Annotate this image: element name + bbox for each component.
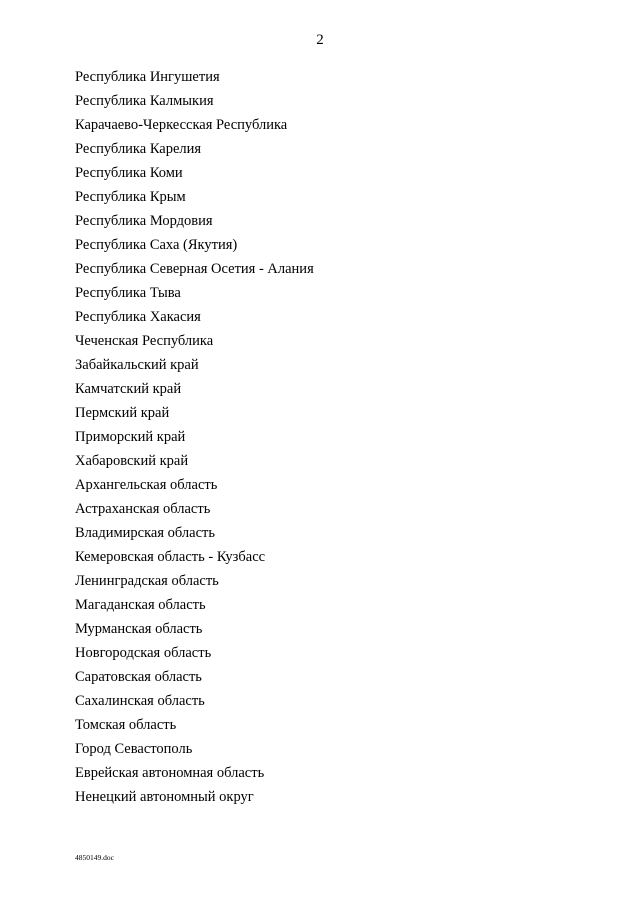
list-item: Томская область bbox=[75, 717, 177, 733]
list-item: Архангельская область bbox=[75, 477, 218, 493]
list-item: Саратовская область bbox=[75, 669, 202, 685]
list-item: Камчатский край bbox=[75, 381, 182, 397]
list-item: Магаданская область bbox=[75, 597, 206, 613]
list-item: Республика Хакасия bbox=[75, 309, 201, 325]
list-item: Забайкальский край bbox=[75, 357, 199, 373]
region-list bbox=[75, 67, 314, 811]
list-item: Кемеровская область - Кузбасс bbox=[75, 549, 266, 565]
list-item: Республика Коми bbox=[75, 165, 183, 181]
list-item: Республика Мордовия bbox=[75, 213, 213, 229]
list-item: Республика Ингушетия bbox=[75, 69, 220, 85]
document-code: 4850149.doc bbox=[75, 853, 114, 862]
list-item: Республика Саха (Якутия) bbox=[75, 237, 238, 253]
list-item: Республика Карелия bbox=[75, 141, 202, 157]
list-item: Карачаево-Черкесская Республика bbox=[75, 117, 288, 133]
page-number: 2 bbox=[316, 32, 324, 48]
list-item: Республика Северная Осетия - Алания bbox=[75, 261, 314, 277]
list-item: Ленинградская область bbox=[75, 573, 219, 589]
list-item: Владимирская область bbox=[75, 525, 215, 541]
list-item: Мурманская область bbox=[75, 621, 203, 637]
list-item: Новгородская область bbox=[75, 645, 212, 661]
list-item: Астраханская область bbox=[75, 501, 211, 517]
list-item: Республика Калмыкия bbox=[75, 93, 214, 109]
list-item: Еврейская автономная область bbox=[75, 765, 265, 781]
list-item: Пермский край bbox=[75, 405, 170, 421]
list-item: Ненецкий автономный округ bbox=[75, 789, 254, 805]
list-item: Город Севастополь bbox=[75, 741, 193, 757]
list-item: Чеченская Республика bbox=[75, 333, 214, 349]
list-item: Сахалинская область bbox=[75, 693, 205, 709]
list-item: Хабаровский край bbox=[75, 453, 189, 469]
list-item: Республика Тыва bbox=[75, 285, 181, 301]
list-item: Приморский край bbox=[75, 429, 186, 445]
list-item: Республика Крым bbox=[75, 189, 186, 205]
